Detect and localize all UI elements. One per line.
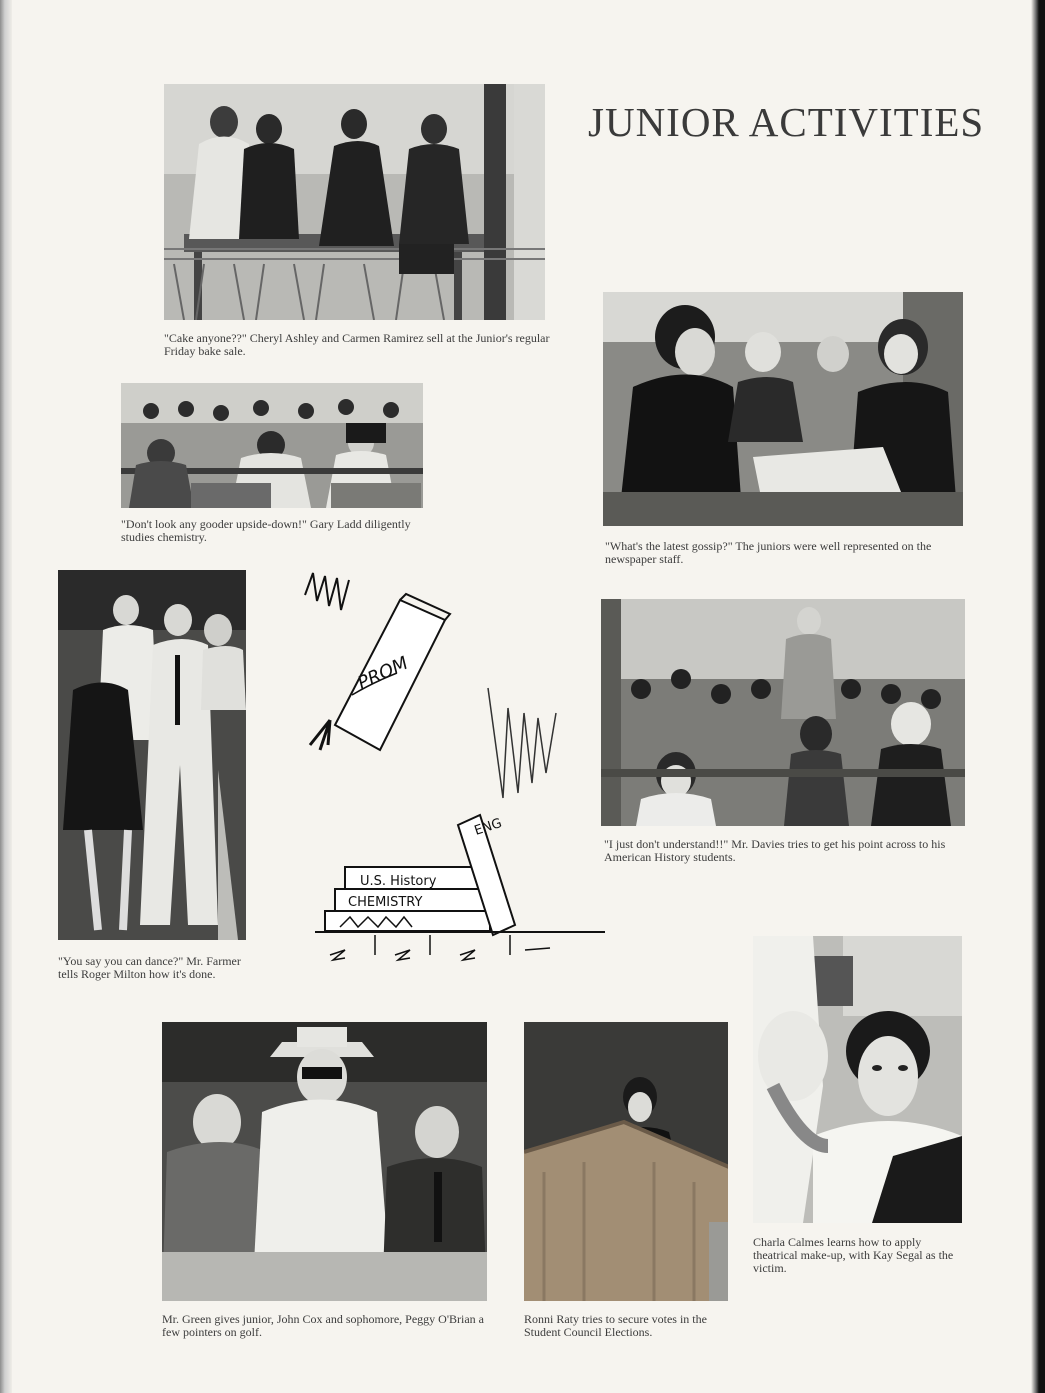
caption-newspaper-staff: "What's the latest gossip?" The juniors were well represented on the newspaper staff.: [605, 539, 932, 566]
caption-bake-sale: "Cake anyone??" Cheryl Ashley and Carmen Ramirez sell at the Junior's regular Friday bake sale.: [164, 331, 550, 358]
book-eng: ENG: [472, 815, 504, 839]
photo-history-class: [601, 599, 965, 826]
caption-golf-pointers: Mr. Green gives junior, John Cox and sophomore, Peggy O'Brian a few pointers on golf.: [162, 1312, 484, 1339]
caption-history-class: "I just don't understand!!" Mr. Davies tries to get his point across to his American History students.: [604, 837, 946, 864]
caption-dance-lesson: "You say you can dance?" Mr. Farmer tells Roger Milton how it's done.: [58, 954, 241, 981]
caption-chemistry-class: "Don't look any gooder upside-down!" Gary Ladd diligently studies chemistry.: [121, 517, 411, 544]
photo-makeup: [753, 936, 962, 1223]
page-title: JUNIOR ACTIVITIES: [588, 99, 985, 145]
book-us-history: U.S. History: [360, 874, 437, 889]
prom-book-doodle: [290, 570, 460, 760]
photo-student-council-speech: [524, 1022, 728, 1301]
photo-dance-lesson: [58, 570, 246, 940]
photo-bake-sale: [164, 84, 545, 320]
prom-label: PROM: [354, 652, 412, 695]
page-binding-right: [1031, 0, 1045, 1393]
caption-makeup: Charla Calmes learns how to apply theatrical make-up, with Kay Segal as the victim.: [753, 1235, 954, 1275]
scribble-doodle: [478, 668, 568, 803]
photo-newspaper-staff: [603, 292, 963, 526]
photo-chemistry-class: [121, 383, 423, 508]
book-chemistry: CHEMISTRY: [348, 895, 423, 910]
photo-golf-pointers: [162, 1022, 487, 1301]
page-binding-left: [0, 0, 12, 1393]
caption-student-council-speech: Ronni Raty tries to secure votes in the Student Council Elections.: [524, 1312, 707, 1339]
books-doodle: [310, 805, 610, 975]
